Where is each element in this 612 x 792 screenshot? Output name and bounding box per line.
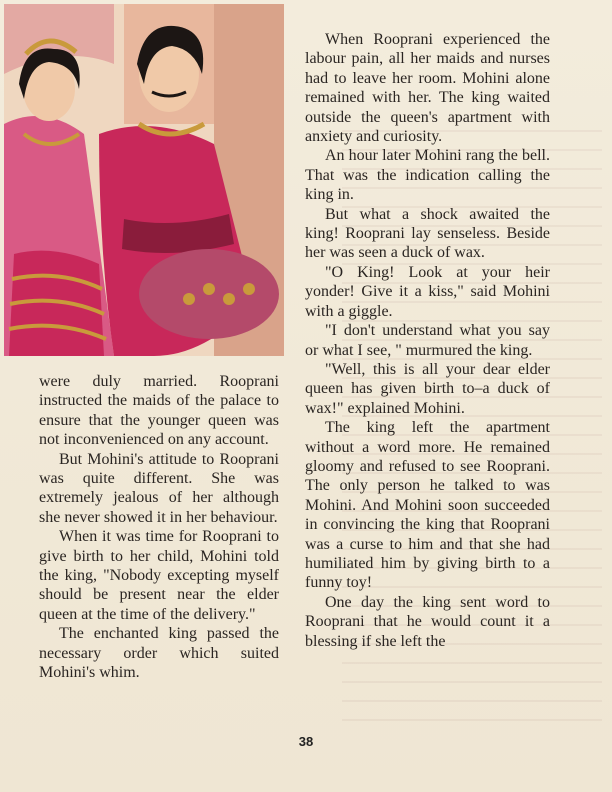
paragraph: But what a shock awaited the king! Rooprani lay senseless. Beside her was seen a duck of wax. [305,205,550,262]
paragraph: One day the king sent word to Rooprani that he would count it a blessing if she left the [305,593,550,650]
paragraph: "I don't understand what you say or what I see, " murmured the king. [305,322,550,359]
paragraph: When it was time for Rooprani to give birth to her child, Mohini told the king, "Nobody excepting myself should be present near the elder queen at the time of the delivery." [39,528,279,623]
paragraph: The king left the apartment without a word more. He remained gloomy and refused to see Rooprani. The only person he talked to was Mohini. And Mohini soon succeeded in convincing the king that Rooprani was a curse to him and that she had humiliated him by giving birth to a funny toy! [305,419,550,592]
paragraph: When Rooprani experienced the labour pain, all her maids and nurses had to leave her room. Mohini alone remained with her. The king waited outside the queen's apartment with anxiety and curiosity. [305,31,550,146]
paragraph: But Mohini's attitude to Rooprani was quite different. She was extremely jealous of her although she never showed it in her behaviour. [39,450,279,526]
left-text-column [39,372,279,683]
paragraph: An hour later Mohini rang the bell. That was the indication calling the king in. [305,147,550,204]
paragraph: "O King! Look at your heir yonder! Give it a kiss," said Mohini with a giggle. [305,263,550,320]
illustration-king-and-queen [4,4,284,356]
illustration-drawing [4,4,284,356]
paragraph: were duly married. Rooprani instructed the maids of the palace to ensure that the younger queen was not inconvenienced on any account. [39,373,279,449]
paragraph: The enchanted king passed the necessary order which suited Mohini's whim. [39,625,279,682]
paragraph: "Well, this is all your dear elder queen has given birth to–a duck of wax!" explained Mohini. [305,360,550,417]
right-text-column [305,30,550,651]
page-number: 38 [298,734,314,749]
